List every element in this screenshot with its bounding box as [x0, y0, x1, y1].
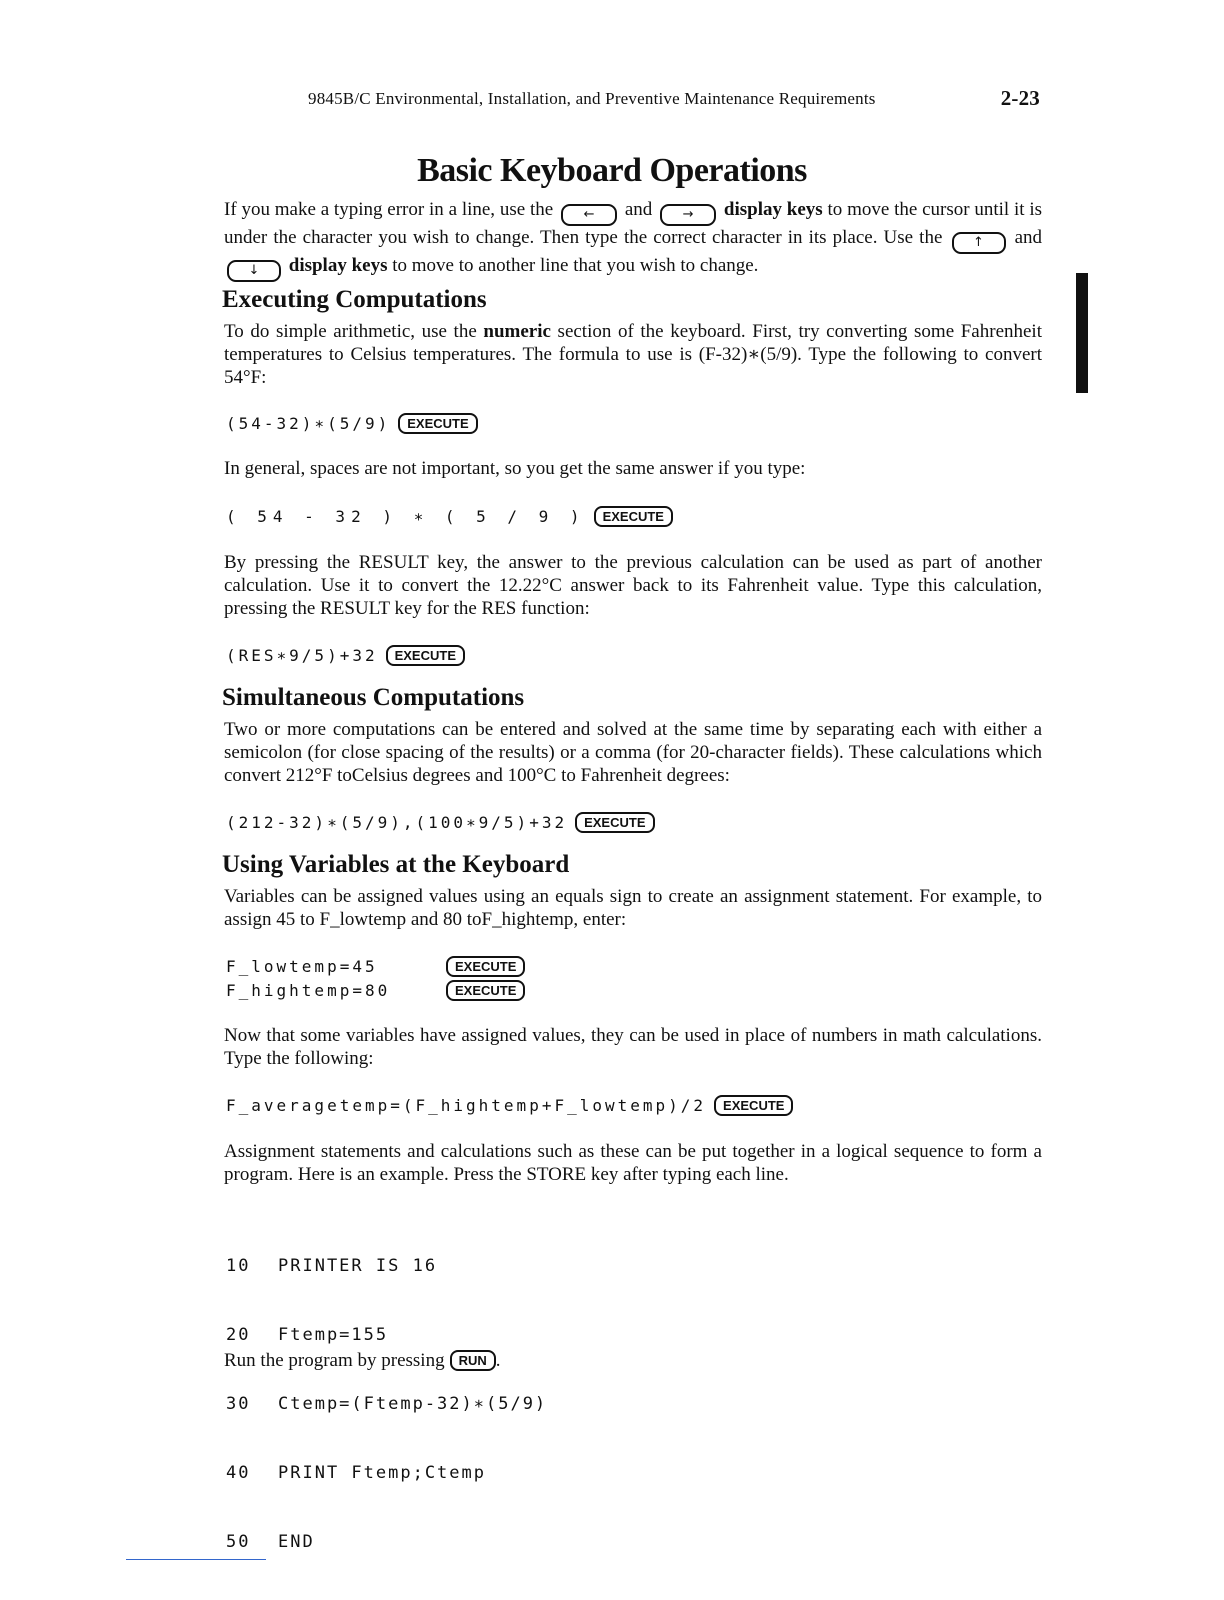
- execute-key-icon: EXECUTE: [575, 812, 654, 833]
- intro-text-2: and: [624, 199, 653, 220]
- code-text: F_averagetemp=(F_hightemp+F_lowtemp)/2: [226, 1096, 707, 1115]
- line-code: Ctemp=(Ftemp-32)∗(5/9): [278, 1394, 548, 1414]
- code-line-7: [226, 1095, 793, 1116]
- code-line-4: [226, 812, 655, 833]
- intro-paragraph: [224, 198, 1042, 282]
- run-end: .: [495, 1350, 501, 1371]
- running-title: 9845B/C Environmental, Installation, and Preventive Maintenance Requirements: [308, 89, 876, 108]
- line-number: 50: [226, 1532, 251, 1552]
- run-key-icon: RUN: [450, 1350, 496, 1371]
- executing-numeric-bold: numeric: [483, 321, 551, 342]
- line-number: 40: [226, 1463, 251, 1483]
- code-line-5: [226, 956, 525, 977]
- execute-key-icon: EXECUTE: [594, 506, 673, 527]
- intro-text-1: If you make a typing error in a line, use the: [224, 199, 554, 220]
- run-paragraph: [224, 1349, 1042, 1372]
- execute-key-icon: EXECUTE: [386, 645, 465, 666]
- execute-key-icon: EXECUTE: [398, 413, 477, 434]
- code-text: (54-32)∗(5/9): [226, 414, 391, 433]
- program-line: [226, 1462, 547, 1485]
- line-code: END: [278, 1532, 315, 1552]
- program-line: [226, 1531, 547, 1554]
- left-arrow-key-icon: ←: [561, 204, 617, 226]
- code-line-1: [226, 413, 478, 434]
- execute-key-icon: EXECUTE: [446, 956, 525, 977]
- line-number: 30: [226, 1394, 251, 1414]
- heading-simultaneous-computations: Simultaneous Computations: [222, 684, 525, 711]
- intro-display-keys-1: display keys: [723, 199, 823, 220]
- code-text: (212-32)∗(5/9),(100∗9/5)+32: [226, 813, 568, 832]
- program-line: [226, 1324, 547, 1347]
- code-line-3: [226, 645, 465, 666]
- executing-paragraph-1: [224, 320, 1042, 389]
- executing-text-c: section of the keyboard. First, try converting some Fahrenheit temperatures to Celsius temperatures. The formula to use is (F-32)∗(5/9). Type the following to convert 54°F:: [224, 321, 1042, 388]
- executing-paragraph-2: In general, spaces are not important, so you get the same answer if you type:: [224, 458, 806, 479]
- line-number: 20: [226, 1325, 251, 1345]
- down-arrow-key-icon: ↓: [227, 260, 281, 282]
- heading-using-variables: Using Variables at the Keyboard: [222, 851, 570, 878]
- program-line: [226, 1393, 547, 1416]
- code-text: ( 54 - 32 ) ∗ ( 5 / 9 ): [226, 507, 586, 526]
- code-text: F_hightemp=80: [226, 981, 391, 1000]
- change-bar: [1076, 273, 1088, 393]
- execute-key-icon: EXECUTE: [714, 1095, 793, 1116]
- code-line-6: [226, 980, 525, 1001]
- up-arrow-key-icon: ↑: [952, 232, 1006, 254]
- line-number: 10: [226, 1256, 251, 1276]
- variables-paragraph-3: Assignment statements and calculations such as these can be put together in a logical sequence to form a program. Here is an example. Press the STORE key after typing each line.: [224, 1141, 1042, 1185]
- intro-text-5: and: [1014, 227, 1043, 248]
- right-arrow-key-icon: →: [660, 204, 716, 226]
- execute-key-icon: EXECUTE: [446, 980, 525, 1001]
- simultaneous-paragraph: Two or more computations can be entered and solved at the same time by separating each with either a semicolon (for close spacing of the results) or a comma (for 20-character fields). These calculations which convert 212°F toCelsius degrees and 100°C to Fahrenheit degrees:: [224, 719, 1042, 786]
- code-line-2: [226, 506, 673, 527]
- program-listing: [226, 1209, 547, 1600]
- code-text: F_lowtemp=45: [226, 957, 378, 976]
- variables-paragraph-1: Variables can be assigned values using an equals sign to create an assignment statement. For example, to assign 45 to F_lowtemp and 80 toF_hightemp, enter:: [224, 886, 1042, 930]
- program-line: [226, 1255, 547, 1278]
- intro-text-7: to move to another line that you wish to change.: [392, 255, 759, 276]
- page-title: Basic Keyboard Operations: [417, 152, 807, 189]
- line-code: PRINT Ftemp;Ctemp: [278, 1463, 486, 1483]
- variables-paragraph-2: Now that some variables have assigned values, they can be used in place of numbers in math calculations. Type the following:: [224, 1025, 1042, 1069]
- page-number: 2-23: [1000, 86, 1040, 110]
- run-text: Run the program by pressing: [224, 1350, 445, 1371]
- heading-executing-computations: Executing Computations: [222, 286, 487, 313]
- code-text: (RES∗9/5)+32: [226, 646, 378, 665]
- line-code: PRINTER IS 16: [278, 1256, 438, 1276]
- executing-text-a: To do simple arithmetic, use the: [224, 321, 477, 342]
- line-code: Ftemp=155: [278, 1325, 389, 1345]
- intro-display-keys-2: display keys: [288, 255, 388, 276]
- executing-paragraph-3: By pressing the RESULT key, the answer to the previous calculation can be used as part of another calculation. Use it to convert the 12.22°C answer back to its Fahrenheit value. Type this calculation, pressing the RESULT key for the RES function:: [224, 552, 1042, 619]
- running-header: [308, 86, 1048, 110]
- intro-text-4: to move the cursor until it is under the character you wish to change. Then type the correct character in its place. Use the: [224, 199, 1043, 248]
- footnote-rule: [126, 1559, 266, 1560]
